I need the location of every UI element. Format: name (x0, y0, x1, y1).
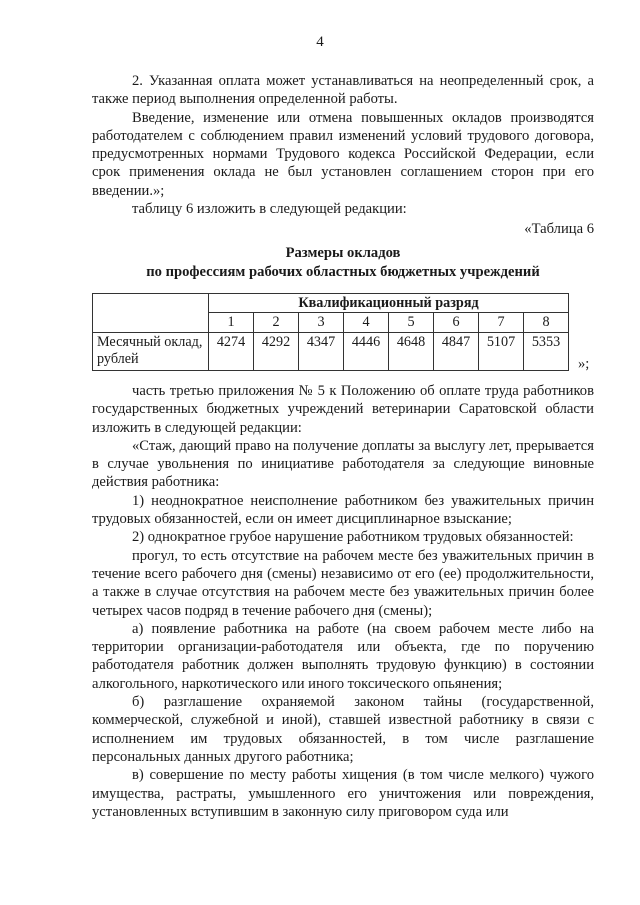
value-cell: 4847 (434, 332, 479, 370)
table-label: «Таблица 6 (524, 221, 594, 238)
paragraph: 1) неоднократное неисполнение работником без уважительных причин трудовых обязанностей, если он имеет дисциплинарное взыскание; (92, 492, 594, 528)
page-number: 4 (316, 34, 324, 50)
paragraph: часть третью приложения № 5 к Положению об оплате труда работников государственных бюджетных учреждений ветеринарии Саратовской области изложить в следующей редакции: (92, 383, 594, 436)
value-cell: 5353 (524, 332, 569, 370)
paragraph: Введение, изменение или отмена повышенных окладов производятся работодателем с соблюдением правил изменений условий трудового договора, предусмотренных нормами Трудового кодекса Российской Федерации, если срок применения оклада не был установлен соглашением сторон при его введении.»; (92, 109, 594, 199)
bottom-text-block (92, 382, 594, 821)
grade-cell: 4 (344, 313, 389, 332)
paragraph: таблицу 6 изложить в следующей редакции: (132, 201, 407, 218)
value-cell: 4292 (254, 332, 299, 370)
table-title-line: Размеры окладов (285, 245, 401, 261)
paragraph: а) появление работника на работе (на своем рабочем месте либо на территории организации-работодателя или объекта, где по поручению работодателя работник должен выполнять трудовую функцию) в состоянии алкогольного, наркотического или иного токсического опьянения; (92, 620, 594, 692)
value-cell: 4446 (344, 332, 389, 370)
grade-cell: 8 (524, 313, 569, 332)
table-corner-cell (93, 294, 209, 333)
grade-cell: 5 (389, 313, 434, 332)
grade-cell: 3 (299, 313, 344, 332)
salary-table (92, 293, 569, 371)
table-header: Квалификационный разряд (209, 294, 569, 313)
table-title (92, 244, 594, 282)
value-cell: 4274 (209, 332, 254, 370)
row-label: Месячный оклад, рублей (93, 332, 209, 370)
value-cell: 4648 (389, 332, 434, 370)
table-title-line: по профессиям рабочих областных бюджетных учреждений (146, 264, 540, 280)
grade-cell: 6 (434, 313, 479, 332)
table-close-mark: »; (578, 356, 590, 372)
top-text-block (92, 72, 594, 239)
value-cell: 4347 (299, 332, 344, 370)
paragraph: прогул, то есть отсутствие на рабочем месте без уважительных причин в течение всего рабочего дня (смены) независимо от его (ее) продолжительности, а также в случае отсутствия на рабочем месте без уважительных причин более четырех часов подряд в течение рабочего дня (смены); (92, 547, 594, 619)
paragraph: «Стаж, дающий право на получение доплаты за выслугу лет, прерывается в случае увольнения по инициативе работодателя за следующие виновные действия работника: (92, 437, 594, 491)
grade-cell: 7 (479, 313, 524, 332)
grade-cell: 1 (209, 313, 254, 332)
value-cell: 5107 (479, 332, 524, 370)
paragraph: 2. Указанная оплата может устанавливаться на неопределенный срок, а также период выполнения определенной работы. (92, 73, 594, 108)
grade-cell: 2 (254, 313, 299, 332)
paragraph: в) совершение по месту работы хищения (в том числе мелкого) чужого имущества, растраты, умышленного его уничтожения или повреждения, установленных вступившим в законную силу приговором суда или (92, 767, 594, 820)
paragraph: 2) однократное грубое нарушение работником трудовых обязанностей: (132, 529, 574, 546)
paragraph: б) разглашение охраняемой законом тайны (государственной, коммерческой, служебной и иной), ставшей известной работнику в связи с исполнением им трудовых обязанностей, в том числе разглашение персональных данных другого работника; (92, 694, 594, 765)
